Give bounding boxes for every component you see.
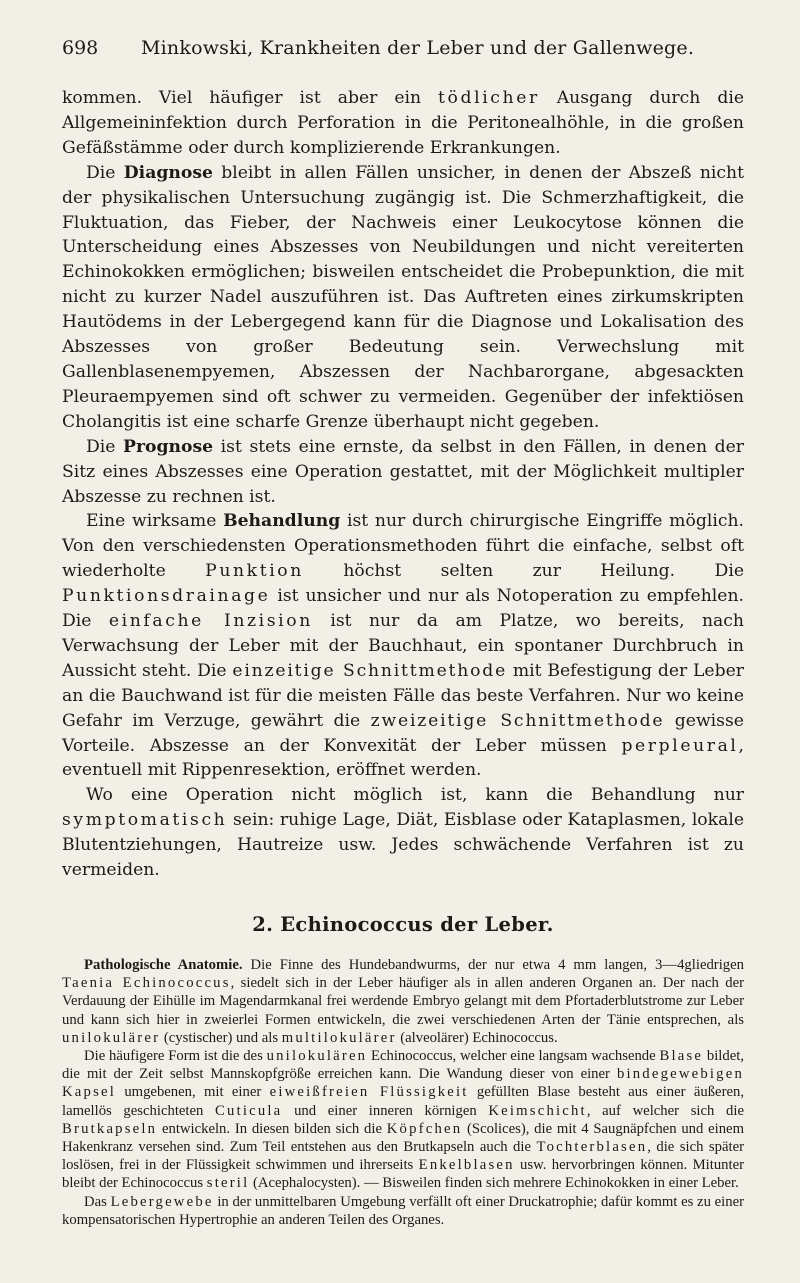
text-run: Ausgang durch die Allgemeininfektion durch Perforation in die Peritonealhöhle, in die großen Gefäßstämme oder durch komplizierende Erkrankungen.	[62, 88, 744, 158]
spaced-term: perpleural	[621, 735, 739, 756]
running-title: Minkowski, Krankheiten der Leber und der Gallenwege.	[141, 37, 695, 59]
heading-term-prognose: Prognose	[123, 436, 214, 457]
text-run: , siedelt sich in der Leber häufiger als in allen anderen Organen an. Der nach der Verdauung der Eihülle im Magendarmkanal frei werdende Embryo gelangt mit dem Pfortaderblutstrome zur Leber und kann sich hier in zweierlei Formen entwickeln, die zwei verschiedenen Arten der Tänie entsprechen, als	[62, 975, 744, 1028]
text-run: in der unmittelbaren Umgebung verfällt oft einer Druckatrophie; dafür kommt es zu einer kompensatorischen Hypertrophie an anderen Teilen des Organes.	[62, 1193, 744, 1228]
heading-term-behandlung: Behandlung	[223, 511, 341, 532]
spaced-term: Taenia Echinococcus	[62, 975, 231, 992]
text-run: Wo eine Operation nicht möglich ist, kann die Behandlung nur	[86, 785, 744, 806]
spaced-term: symptomatisch	[62, 810, 228, 831]
text-run: (Acephalocysten). — Bisweilen finden sich mehrere Echinokokken in einer Leber.	[249, 1175, 739, 1192]
heading-term-pathologie: Pathologische Anatomie.	[84, 957, 243, 973]
text-run: höchst selten zur Heilung. Die	[303, 561, 744, 582]
text-run: Die Finne des Hundebandwurms, der nur etwa 4 mm langen, 3—4gliedrigen	[242, 957, 744, 973]
spaced-term: Brutkapseln	[62, 1120, 158, 1137]
text-run: ist nur durch chirurgische Eingriffe möglich. Von den verschiedensten Operationsmethoden führt die einfache, selbst oft wiederholte	[62, 511, 744, 582]
text-run: (alveolärer) Echinococcus.	[396, 1029, 558, 1046]
text-run: Das	[84, 1193, 111, 1210]
section-heading: 2. Echinococcus der Leber.	[252, 913, 554, 936]
spaced-term: Köpfchen	[386, 1120, 463, 1137]
text-run: ist stets eine ernste, da selbst in den Fällen, in denen der Sitz eines Abszesses eine Operation gestattet, mit der Möglichkeit multipler Abszesse zu rechnen ist.	[62, 436, 744, 507]
paragraph-treatment	[62, 509, 744, 783]
spaced-term: Tochterblasen	[536, 1139, 648, 1156]
paragraph-pathology	[62, 956, 744, 1047]
text-run: usw. hervorbringen können. Mitunter bleibt der Echinococcus	[62, 1157, 745, 1192]
text-run: Die	[86, 162, 124, 183]
spaced-term: einzeitige Schnittmethode	[232, 660, 508, 681]
text-run: ist unsicher und nur als Notoperation zu empfehlen. Die	[62, 586, 744, 632]
spaced-term: multilokulärer	[281, 1029, 397, 1046]
spaced-term: Blase	[659, 1048, 704, 1065]
spaced-term: eiweißfreien Flüssigkeit	[269, 1084, 469, 1101]
heading-term-diagnose: Diagnose	[123, 162, 213, 183]
text-run: , eventuell mit Rippenresektion, eröffnet werden.	[62, 735, 744, 781]
text-run: , die sich später loslösen, frei in der Flüssigkeit schwimmen und ihrerseits	[62, 1139, 744, 1174]
running-header	[62, 28, 744, 68]
text-run: umgebenen, mit einer	[116, 1084, 270, 1101]
main-text	[62, 86, 744, 1229]
paragraph-symptomatic	[62, 783, 744, 883]
text-run: mit Befestigung der Leber an die Bauchwand ist für die meisten Fälle das beste Verfahren. Nur wo keine Gefahr im Verzuge, gewährt die	[62, 660, 744, 731]
spaced-term: unilokulären	[266, 1048, 368, 1065]
text-run: Die	[86, 436, 124, 457]
text-run: , auf welcher sich die	[586, 1102, 744, 1119]
paragraph-diagnosis	[62, 161, 744, 435]
spaced-term: Cuticula	[215, 1102, 283, 1119]
text-run: entwickeln. In diesen bilden sich die	[157, 1120, 387, 1137]
page-number: 698	[62, 37, 99, 59]
spaced-term: unilokulärer	[62, 1029, 161, 1046]
spaced-term: Punktionsdrainage	[62, 586, 271, 607]
paragraph-outcome	[62, 86, 744, 161]
text-run: Eine wirksame	[86, 511, 224, 532]
spaced-term: steril	[206, 1175, 250, 1192]
spaced-term: Keimschicht	[488, 1102, 587, 1119]
spaced-term: Enkelblasen	[418, 1157, 515, 1174]
spaced-term: Lebergewebe	[110, 1193, 214, 1210]
paragraph-unilocular	[62, 1047, 744, 1193]
paragraph-prognosis	[62, 435, 744, 510]
text-run: gefüllten Blase besteht aus einer äußeren, lamellös geschichteten	[62, 1084, 744, 1119]
text-run: sein: ruhige Lage, Diät, Eisblase oder Kataplasmen, lokale Blutentziehungen, Hautreize usw. Jedes schwächende Verfahren ist zu vermeiden.	[62, 810, 744, 881]
text-run: bildet, die mit der Zeit selbst Mannskopfgröße erreichen kann. Die Wandung dieser von einer	[62, 1048, 744, 1083]
text-run: (cystischer) und als	[160, 1029, 282, 1046]
book-page	[62, 28, 744, 1229]
text-run: und einer inneren körnigen	[282, 1102, 489, 1119]
text-run: gewisse Vorteile. Abszesse an der Konvexität der Leber müssen	[62, 710, 744, 756]
text-run: (Scolices), die mit 4 Saugnäpfchen und einem Hakenkranz versehen sind. Zum Teil entstehen aus den Brutkapseln auch die	[62, 1120, 744, 1156]
spaced-term: tödlicher	[438, 88, 540, 108]
spaced-term: bindegewebigen Kapsel	[62, 1066, 744, 1101]
text-run: kommen. Viel häufiger ist aber ein	[62, 88, 439, 108]
text-run: Die häufigere Form ist die des	[84, 1048, 267, 1065]
spaced-term: einfache Inzision	[108, 611, 313, 632]
spaced-term: zweizeitige Schnittmethode	[370, 710, 665, 731]
text-run: ist nur da am Platze, wo bereits, nach Verwachsung der Leber mit der Bauchhaut, ein spontaner Durchbruch in Aussicht steht. Die	[62, 611, 744, 681]
text-run: bleibt in allen Fällen unsicher, in denen der Abszeß nicht der physikalischen Untersuchung zugängig ist. Die Schmerzhaftigkeit, die Fluktuation, das Fieber, der Nachweis einer Leukocytose können die Unterscheidung eines Abszesses von Neubildungen und nicht vereiterten Echinokokken ermöglichen; bisweilen entscheidet die Probepunktion, die mit nicht zu kurzer Nadel auszuführen ist. Das Auftreten eines zirkumskripten Hautödems in der Lebergegend kann für die Diagnose und Lokalisation des Abszesses von großer Bedeutung sein. Verwechslung mit Gallenblasenempyemen, Abszessen der Nachbarorgane, abgesackten Pleuraempyemen sind oft schwer zu vermeiden. Gegenüber der infektiösen Cholangitis ist eine scharfe Grenze überhaupt nicht gegeben.	[62, 162, 744, 432]
paragraph-liver-tissue	[62, 1193, 744, 1229]
spaced-term: Punktion	[205, 561, 304, 582]
text-run: Echinococcus, welcher eine langsam wachsende	[367, 1048, 660, 1065]
